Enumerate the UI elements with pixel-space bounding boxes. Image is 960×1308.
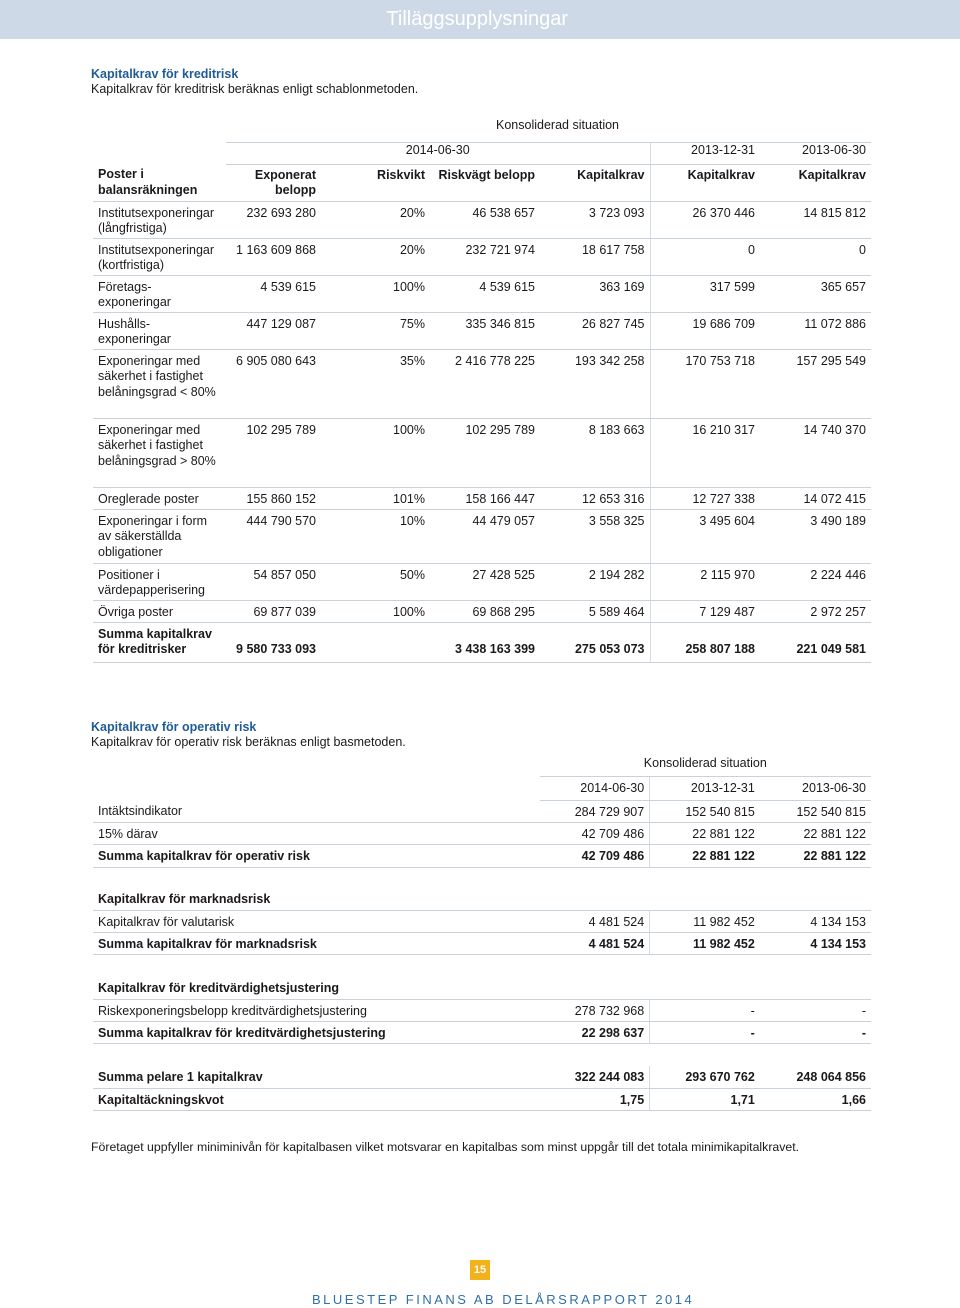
cell-value: 258 807 188: [650, 622, 760, 662]
row-label: Summa kapitalkrav för operativ risk: [93, 844, 540, 867]
cell-value: 100%: [321, 600, 430, 622]
total-row: [93, 844, 871, 867]
col-header-items: Poster i balansräkningen: [93, 164, 226, 201]
cell-value: 4 134 153: [760, 932, 871, 954]
cell-value: 4 481 524: [540, 932, 650, 954]
col-header-capital-req: Kapitalkrav: [650, 164, 760, 201]
cell-value: 170 753 718: [650, 349, 760, 418]
table-row: [93, 238, 871, 275]
cell-value: 8 183 663: [540, 418, 650, 487]
cell-value: 12 653 316: [540, 487, 650, 509]
row-label: Kapitaltäckningskvot: [93, 1088, 540, 1110]
cell-value: 248 064 856: [760, 1066, 871, 1088]
table-row: [93, 800, 871, 822]
total-row: [93, 1088, 871, 1110]
table-row: [93, 563, 871, 600]
operative-group-header: Konsoliderad situation: [643, 756, 767, 770]
cell-value: 0: [650, 238, 760, 275]
page-number-badge: 15: [470, 1260, 490, 1280]
cell-value: 278 732 968: [540, 999, 650, 1021]
section-heading-row: [93, 977, 871, 999]
cell-value: 363 169: [540, 275, 650, 312]
row-label: Institutsexponeringar (långfristiga): [93, 201, 226, 238]
cell-value: 12 727 338: [650, 487, 760, 509]
row-label: Institutsexponeringar (kortfristiga): [93, 238, 226, 275]
row-label: Kapitalkrav för marknadsrisk: [93, 888, 871, 910]
cell-value: 42 709 486: [540, 844, 650, 867]
cell-value: -: [760, 1021, 871, 1043]
date-header-2013-12-31: 2013-12-31: [650, 142, 760, 164]
table-row: [93, 487, 871, 509]
table-row: [93, 600, 871, 622]
cell-value: 2 972 257: [760, 600, 871, 622]
table-row: [93, 312, 871, 349]
date-header-2013-06-30: 2013-06-30: [760, 776, 871, 800]
cell-value: 22 881 122: [760, 822, 871, 844]
cell-value: 75%: [321, 312, 430, 349]
cell-value: 4 539 615: [226, 275, 321, 312]
cell-value: 54 857 050: [226, 563, 321, 600]
row-label: Intäktsindikator: [93, 800, 540, 822]
cell-value: -: [650, 999, 760, 1021]
row-label: Övriga poster: [93, 600, 226, 622]
cell-value: 6 905 080 643: [226, 349, 321, 418]
cell-value: 2 115 970: [650, 563, 760, 600]
cell-value: 2 194 282: [540, 563, 650, 600]
cell-value: 9 580 733 093: [226, 622, 321, 662]
row-label: 15% därav: [93, 822, 540, 844]
cell-value: 11 982 452: [650, 932, 760, 954]
cell-value: 3 558 325: [540, 509, 650, 563]
table-row: [93, 418, 871, 487]
cell-value: 284 729 907: [540, 800, 650, 822]
cell-value: 50%: [321, 563, 430, 600]
cell-value: 101%: [321, 487, 430, 509]
row-label: Exponeringar med säkerhet i fastighet belåningsgrad > 80%: [93, 418, 226, 487]
cell-value: 3 490 189: [760, 509, 871, 563]
cell-value: 7 129 487: [650, 600, 760, 622]
footer-brand: BLUESTEP FINANS AB DELÅRSRAPPORT 2014: [312, 1292, 695, 1307]
row-label: Exponeringar med säkerhet i fastighet belåningsgrad < 80%: [93, 349, 226, 418]
cell-value: 69 877 039: [226, 600, 321, 622]
cell-value: 4 539 615: [430, 275, 540, 312]
cell-value: 317 599: [650, 275, 760, 312]
row-label: Summa kapitalkrav för marknadsrisk: [93, 932, 540, 954]
credit-section-subtitle: Kapitalkrav för kreditrisk beräknas enligt schablonmetoden.: [91, 82, 419, 96]
date-header-2014-06-30: 2014-06-30: [226, 142, 650, 164]
cell-value: 42 709 486: [540, 822, 650, 844]
cell-value: 335 346 815: [430, 312, 540, 349]
cell-value: 3 723 093: [540, 201, 650, 238]
section-heading-row: [93, 888, 871, 910]
table-row: [93, 822, 871, 844]
cell-value: 1,75: [540, 1088, 650, 1110]
cell-value: 155 860 152: [226, 487, 321, 509]
cell-value: -: [760, 999, 871, 1021]
cell-value: 27 428 525: [430, 563, 540, 600]
cell-value: 5 589 464: [540, 600, 650, 622]
row-label: Summa pelare 1 kapitalkrav: [93, 1066, 540, 1088]
row-label: Oreglerade poster: [93, 487, 226, 509]
cell-value: 4 134 153: [760, 910, 871, 932]
cell-value: 100%: [321, 418, 430, 487]
credit-risk-table: [93, 118, 871, 663]
table-row: [93, 275, 871, 312]
cell-value: 35%: [321, 349, 430, 418]
col-header-risk-weighted: Riskvägt belopp: [430, 164, 540, 201]
cell-value: 16 210 317: [650, 418, 760, 487]
spacer-row: [93, 1043, 871, 1066]
spacer-row: [93, 867, 871, 888]
row-label: Exponeringar i form av säkerställda obligationer: [93, 509, 226, 563]
date-header-2013-06-30: 2013-06-30: [760, 142, 871, 164]
cell-value: 26 370 446: [650, 201, 760, 238]
credit-section-title: Kapitalkrav för kreditrisk: [91, 67, 239, 81]
cell-value: 100%: [321, 275, 430, 312]
row-label: Hushålls- exponeringar: [93, 312, 226, 349]
cell-value: 22 881 122: [650, 844, 760, 867]
spacer-row: [93, 954, 871, 977]
operative-section-title: Kapitalkrav för operativ risk: [91, 720, 257, 734]
cell-value: 3 438 163 399: [430, 622, 540, 662]
cell-value: 14 740 370: [760, 418, 871, 487]
cell-value: 46 538 657: [430, 201, 540, 238]
cell-value: 0: [760, 238, 871, 275]
col-header-capital-req: Kapitalkrav: [760, 164, 871, 201]
cell-value: 11 072 886: [760, 312, 871, 349]
cell-value: 14 072 415: [760, 487, 871, 509]
row-label: Kapitalkrav för valutarisk: [93, 910, 540, 932]
cell-value: 22 881 122: [760, 844, 871, 867]
footnote: Företaget uppfyller miniminivån för kapitalbasen vilket motsvarar en kapitalbas som minst uppgår till det totala minimikapitalkravet.: [91, 1140, 800, 1154]
cell-value: 22 298 637: [540, 1021, 650, 1043]
date-header-2014-06-30: 2014-06-30: [540, 776, 650, 800]
cell-value: 2 416 778 225: [430, 349, 540, 418]
table-row: [93, 999, 871, 1021]
cell-value: 4 481 524: [540, 910, 650, 932]
cell-value: 275 053 073: [540, 622, 650, 662]
cell-value: 19 686 709: [650, 312, 760, 349]
cell-value: 26 827 745: [540, 312, 650, 349]
table-row: [93, 509, 871, 563]
cell-value: 221 049 581: [760, 622, 871, 662]
cell-value: 158 166 447: [430, 487, 540, 509]
cell-value: 102 295 789: [430, 418, 540, 487]
cell-value: 22 881 122: [650, 822, 760, 844]
cell-value: [321, 622, 430, 662]
credit-group-header: Konsoliderad situation: [496, 118, 619, 132]
cell-value: 232 693 280: [226, 201, 321, 238]
cell-value: 10%: [321, 509, 430, 563]
cell-value: 2 224 446: [760, 563, 871, 600]
total-row: [93, 1066, 871, 1088]
cell-value: 293 670 762: [650, 1066, 760, 1088]
cell-value: 20%: [321, 238, 430, 275]
table-row: [93, 201, 871, 238]
cell-value: 152 540 815: [760, 800, 871, 822]
cell-value: 69 868 295: [430, 600, 540, 622]
page-header-title: Tilläggsupplysningar: [386, 8, 568, 30]
cell-value: 1 163 609 868: [226, 238, 321, 275]
cell-value: 1,66: [760, 1088, 871, 1110]
cell-value: -: [650, 1021, 760, 1043]
total-row: [93, 622, 871, 662]
cell-value: 447 129 087: [226, 312, 321, 349]
table-row: [93, 910, 871, 932]
cell-value: 1,71: [650, 1088, 760, 1110]
row-label: Kapitalkrav för kreditvärdighetsjustering: [93, 977, 871, 999]
cell-value: 232 721 974: [430, 238, 540, 275]
cell-value: 444 790 570: [226, 509, 321, 563]
cell-value: 102 295 789: [226, 418, 321, 487]
col-header-risk-weight: Riskvikt: [321, 164, 430, 201]
row-label: Riskexponeringsbelopp kreditvärdighetsjustering: [93, 999, 540, 1021]
cell-value: 18 617 758: [540, 238, 650, 275]
col-header-exposure: Exponerat belopp: [226, 164, 321, 201]
cell-value: 193 342 258: [540, 349, 650, 418]
cell-value: 20%: [321, 201, 430, 238]
total-row: [93, 932, 871, 954]
cell-value: 44 479 057: [430, 509, 540, 563]
cell-value: 365 657: [760, 275, 871, 312]
row-label: Företags- exponeringar: [93, 275, 226, 312]
column-header-row: [93, 164, 871, 201]
operative-market-table: [93, 756, 871, 1111]
col-header-capital-req: Kapitalkrav: [540, 164, 650, 201]
table-row: [93, 349, 871, 418]
row-label: Summa kapitalkrav för kreditrisker: [93, 622, 226, 662]
cell-value: 157 295 549: [760, 349, 871, 418]
cell-value: 152 540 815: [650, 800, 760, 822]
total-row: [93, 1021, 871, 1043]
cell-value: 3 495 604: [650, 509, 760, 563]
date-header-2013-12-31: 2013-12-31: [650, 776, 760, 800]
row-label: Summa kapitalkrav för kreditvärdighetsjustering: [93, 1021, 540, 1043]
row-label: Positioner i värdepapperisering: [93, 563, 226, 600]
cell-value: 11 982 452: [650, 910, 760, 932]
operative-section-subtitle: Kapitalkrav för operativ risk beräknas enligt basmetoden.: [91, 735, 406, 749]
cell-value: 322 244 083: [540, 1066, 650, 1088]
cell-value: 14 815 812: [760, 201, 871, 238]
